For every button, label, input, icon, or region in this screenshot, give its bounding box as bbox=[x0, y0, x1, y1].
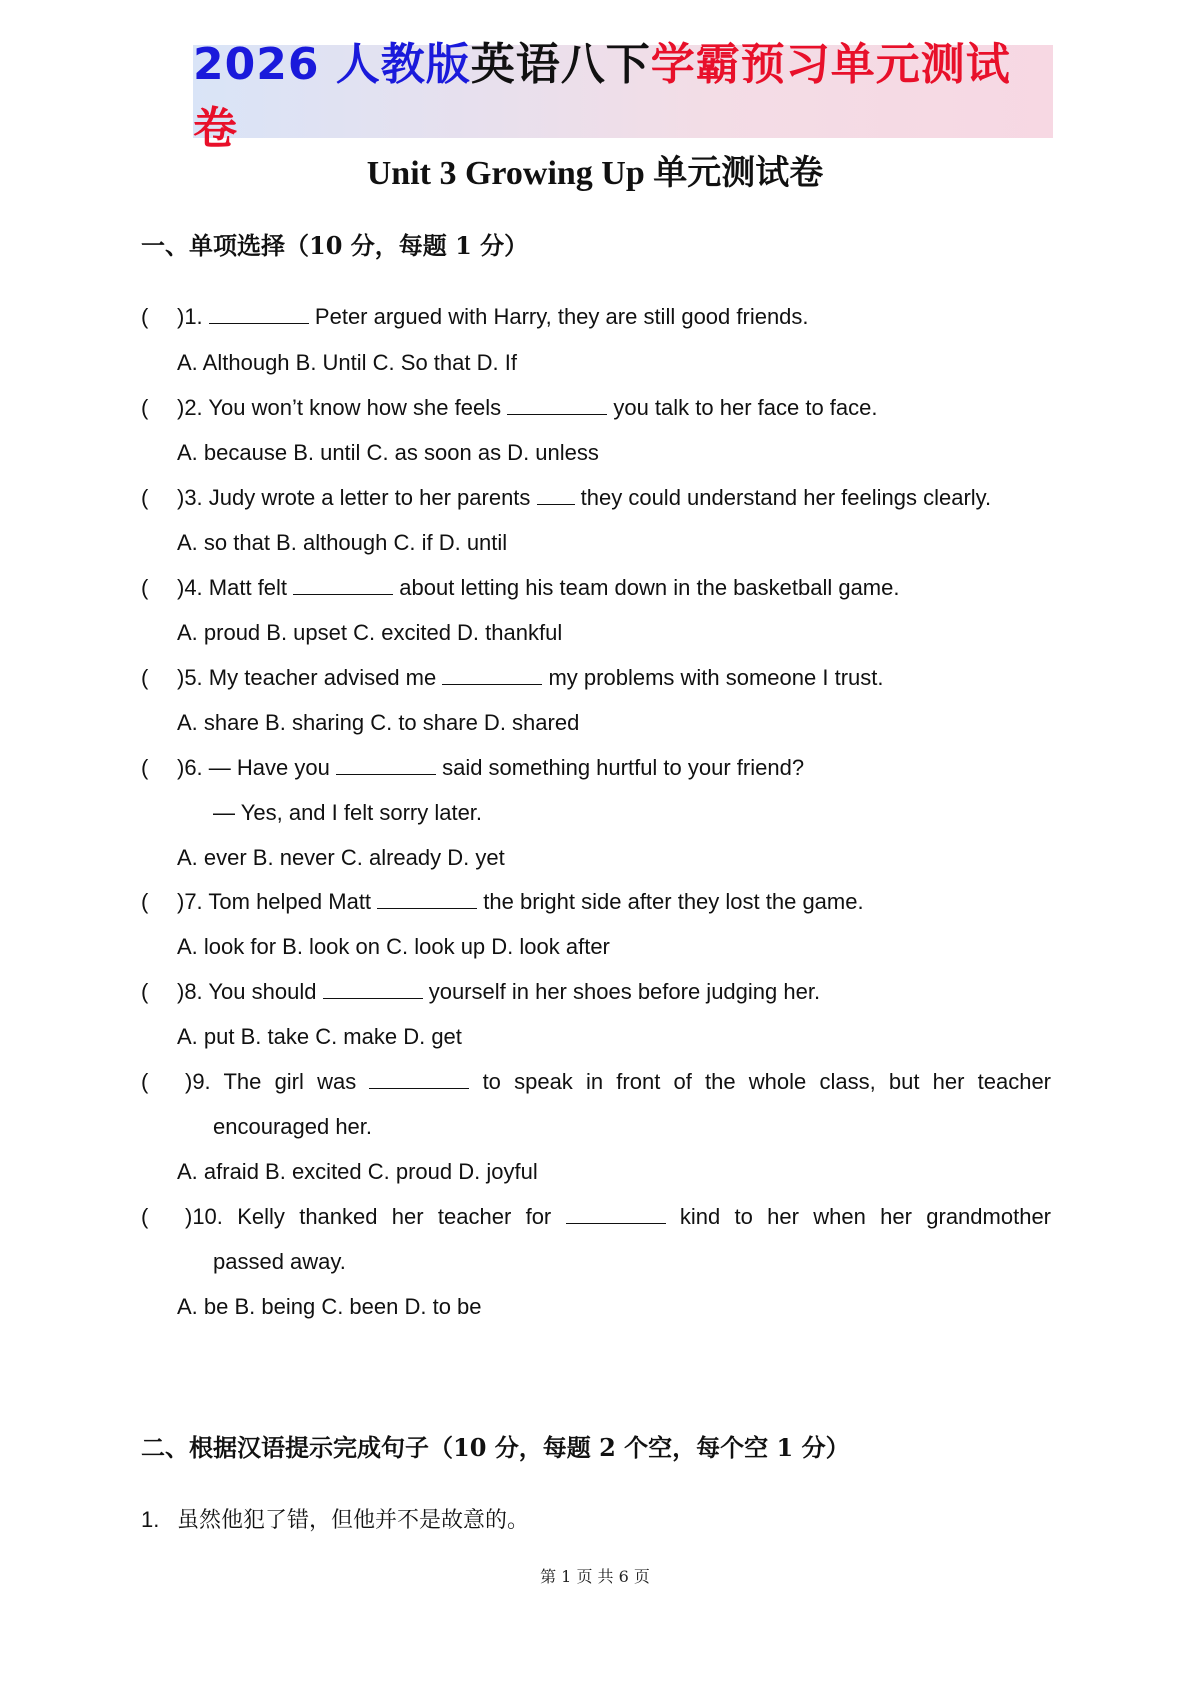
question-3: ( )3. Judy wrote a letter to her parents they could understand her feelings clearly. bbox=[141, 485, 992, 510]
section-1-heading: 一、单项选择（10 分，每题 1 分） bbox=[141, 231, 529, 260]
answer-blank[interactable] bbox=[369, 1068, 469, 1089]
answer-blank[interactable] bbox=[209, 303, 309, 324]
banner-title bbox=[193, 28, 1053, 156]
question-10-continued: passed away. bbox=[213, 1249, 346, 1274]
question-6: ( )6. — Have you said something hurtful to your friend? bbox=[141, 755, 805, 780]
question-10: ( )10. Kelly thanked her teacher for kind to her when her grandmother bbox=[141, 1204, 1052, 1229]
question-9-continued: encouraged her. bbox=[213, 1114, 373, 1139]
section-2-heading: 二、根据汉语提示完成句子（10 分，每题 2 个空，每个空 1 分） bbox=[141, 1433, 850, 1462]
question-5-options: A. share B. sharing C. to share D. shared bbox=[177, 710, 580, 735]
question-10-options: A. be B. being C. been D. to be bbox=[177, 1294, 482, 1319]
answer-blank[interactable] bbox=[323, 978, 423, 999]
question-9-options: A. afraid B. excited C. proud D. joyful bbox=[177, 1159, 538, 1184]
question-6-options: A. ever B. never C. already D. yet bbox=[177, 845, 505, 870]
question-4: ( )4. Matt felt about letting his team down in the basketball game. bbox=[141, 575, 900, 600]
question-7-options: A. look for B. look on C. look up D. look after bbox=[177, 934, 610, 959]
answer-blank[interactable] bbox=[507, 394, 607, 415]
question-2-options: A. because B. until C. as soon as D. unless bbox=[177, 440, 599, 465]
banner-part-blue: 2026 人教版 bbox=[193, 38, 471, 90]
page-title: Unit 3 Growing Up 单元测试卷 bbox=[366, 155, 824, 192]
answer-blank[interactable] bbox=[293, 574, 393, 595]
answer-blank[interactable] bbox=[537, 484, 575, 505]
section-2-question-1: 1. 虽然他犯了错，但他并不是故意的。 bbox=[141, 1507, 530, 1533]
answer-blank[interactable] bbox=[336, 754, 436, 775]
banner-part-black: 英语八下 bbox=[470, 38, 651, 90]
answer-blank[interactable] bbox=[566, 1203, 666, 1224]
answer-blank[interactable] bbox=[377, 888, 477, 909]
question-4-options: A. proud B. upset C. excited D. thankful bbox=[177, 620, 563, 645]
question-7: ( )7. Tom helped Matt the bright side after they lost the game. bbox=[141, 889, 864, 914]
question-1: ( )1. Peter argued with Harry, they are still good friends. bbox=[141, 304, 809, 329]
page-footer: 第 1 页 共 6 页 bbox=[540, 1567, 650, 1586]
answer-blank[interactable] bbox=[442, 664, 542, 685]
question-5: ( )5. My teacher advised me my problems with someone I trust. bbox=[141, 665, 884, 690]
question-9: ( )9. The girl was to speak in front of the whole class, but her teacher bbox=[141, 1069, 1051, 1094]
question-3-options: A. so that B. although C. if D. until bbox=[177, 530, 508, 555]
question-1-options: A. Although B. Until C. So that D. If bbox=[177, 350, 517, 375]
banner-part-red: 学霸预习单元测试卷 bbox=[193, 38, 1011, 154]
header-banner bbox=[193, 38, 1053, 154]
question-8-options: A. put B. take C. make D. get bbox=[177, 1024, 462, 1049]
question-6-reply: — Yes, and I felt sorry later. bbox=[213, 800, 483, 825]
question-8: ( )8. You should yourself in her shoes before judging her. bbox=[141, 979, 821, 1004]
question-2: ( )2. You won’t know how she feels you talk to her face to face. bbox=[141, 395, 878, 420]
